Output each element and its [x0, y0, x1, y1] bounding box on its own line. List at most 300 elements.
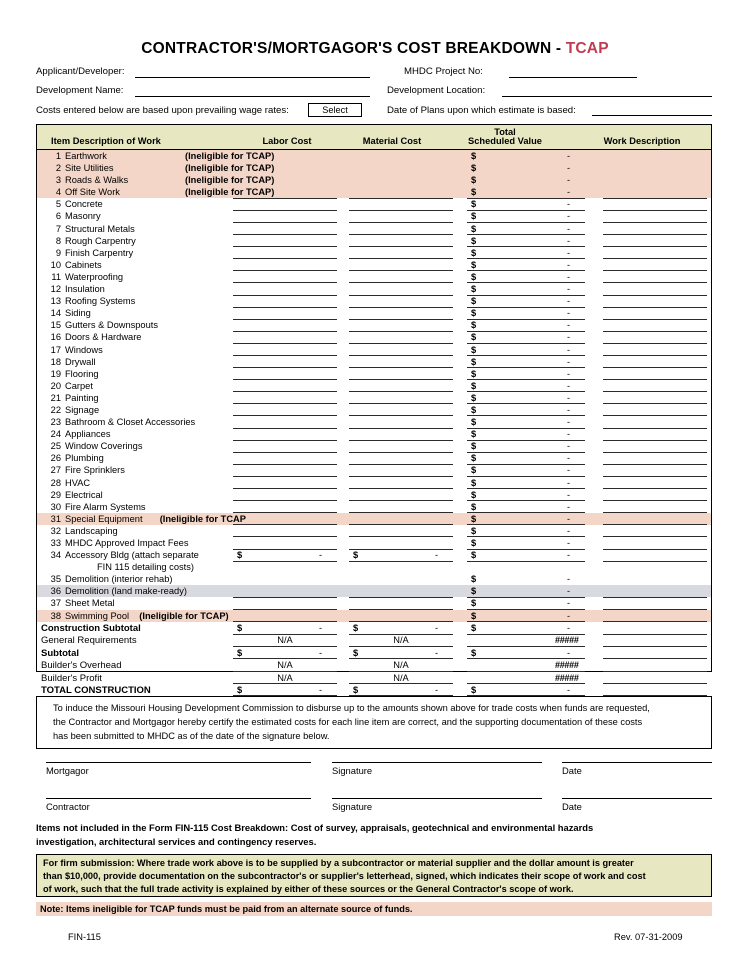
- totals-labor-value: N/A: [277, 672, 293, 683]
- plans-date-input[interactable]: [592, 115, 712, 116]
- row-ineligible-tag: (Ineligible for TCAP): [185, 175, 275, 186]
- total-cell-value: -: [567, 429, 571, 440]
- total-cell-currency: $: [471, 404, 477, 415]
- table-row: [37, 513, 711, 525]
- material-cell[interactable]: [349, 356, 453, 368]
- total-cell-currency: $: [471, 368, 477, 379]
- labor-cell[interactable]: [233, 235, 337, 247]
- total-cell-value: -: [567, 344, 571, 355]
- table-row: [37, 319, 711, 331]
- row-description: Concrete: [65, 199, 103, 210]
- total-cell-value: -: [567, 574, 571, 585]
- labor-cell[interactable]: [233, 259, 337, 271]
- row-number: 30: [50, 501, 61, 512]
- row-description: Earthwork: [65, 151, 107, 161]
- totals-work[interactable]: [603, 647, 707, 659]
- work-description-cell[interactable]: [603, 199, 707, 211]
- total-cell-currency: $: [471, 284, 477, 295]
- totals-work[interactable]: [603, 684, 707, 696]
- table-row: [37, 404, 711, 416]
- work-description-cell[interactable]: [603, 284, 707, 296]
- row-number: 19: [50, 368, 61, 379]
- totals-work[interactable]: [603, 635, 707, 647]
- row-number: 10: [50, 259, 61, 270]
- table-row: [37, 416, 711, 428]
- labor-cell[interactable]: [233, 477, 337, 489]
- row-description: Masonry: [65, 211, 101, 222]
- total-cell-value: -: [567, 247, 571, 258]
- row-number: 6: [55, 211, 61, 222]
- table-row: [37, 573, 711, 585]
- totals-total-value: -: [567, 647, 571, 658]
- row-description: Insulation: [65, 284, 105, 295]
- work-description-cell[interactable]: [603, 598, 707, 610]
- row-description: Flooring: [65, 368, 99, 379]
- total-cell-currency: $: [471, 610, 477, 621]
- total-cell-currency: $: [471, 271, 477, 282]
- select-button[interactable]: Select: [308, 103, 362, 117]
- labor-cell[interactable]: [233, 417, 337, 429]
- row-description: MHDC Approved Impact Fees: [65, 538, 189, 548]
- row-number: 26: [50, 453, 61, 464]
- work-description-cell[interactable]: [603, 356, 707, 368]
- date-line-1[interactable]: [562, 762, 712, 763]
- row-number: 8: [55, 235, 61, 246]
- material-cell[interactable]: [349, 525, 453, 537]
- material-cell[interactable]: [349, 320, 453, 332]
- page-title-accent: TCAP: [565, 40, 609, 57]
- table-row: [37, 174, 711, 186]
- labor-cell[interactable]: [233, 356, 337, 368]
- material-cell[interactable]: [349, 175, 453, 187]
- total-cell-currency: $: [471, 259, 477, 270]
- material-cell[interactable]: [349, 380, 453, 392]
- row-description: Finish Carpentry: [65, 247, 134, 258]
- total-cell-value: -: [567, 163, 571, 174]
- work-description-cell[interactable]: [603, 235, 707, 247]
- work-description-cell[interactable]: [603, 187, 707, 199]
- work-description-cell[interactable]: [603, 151, 707, 163]
- labor-cell[interactable]: [233, 320, 337, 332]
- row-number: 13: [50, 296, 61, 307]
- labor-cell[interactable]: [233, 187, 337, 199]
- row-number: 35: [50, 574, 61, 585]
- work-description-cell[interactable]: [603, 320, 707, 332]
- row-description: Roads & Walks: [65, 175, 129, 186]
- row-description: Site Utilities: [65, 163, 114, 174]
- total-cell-currency: $: [471, 308, 477, 319]
- material-cell[interactable]: [349, 538, 453, 550]
- work-description-cell[interactable]: [603, 417, 707, 429]
- material-cell[interactable]: [349, 284, 453, 296]
- work-description-cell[interactable]: [603, 271, 707, 283]
- row-description: Windows: [65, 344, 103, 355]
- total-cell-currency: $: [471, 489, 477, 500]
- row-description: Carpet: [65, 380, 93, 391]
- row-number: 14: [50, 308, 61, 319]
- material-cell[interactable]: [349, 235, 453, 247]
- work-description-cell[interactable]: [603, 259, 707, 271]
- material-cell[interactable]: [349, 271, 453, 283]
- table-row: [37, 356, 711, 368]
- totals-material-value: -: [435, 647, 439, 658]
- table-row: [37, 537, 711, 549]
- labor-cell[interactable]: [233, 513, 337, 525]
- table-row: [37, 549, 711, 561]
- labor-cell[interactable]: [233, 574, 337, 586]
- row-ineligible-tag: (Ineligible for TCAP): [139, 610, 229, 621]
- totals-total-currency: $: [471, 684, 477, 695]
- exclusions-line-2: investigation, architectural services and contingency reserves.: [36, 836, 317, 847]
- total-cell-currency: $: [471, 151, 477, 161]
- table-body: [37, 150, 711, 622]
- material-cell[interactable]: [349, 465, 453, 477]
- work-description-cell[interactable]: [603, 380, 707, 392]
- row-description: Appliances: [65, 429, 111, 440]
- total-cell-currency: $: [471, 211, 477, 222]
- project-no-label: MHDC Project No:: [404, 66, 483, 77]
- table-row: [37, 198, 711, 210]
- work-description-cell[interactable]: [603, 247, 707, 259]
- labor-cell[interactable]: [233, 392, 337, 404]
- labor-cell-value: -: [319, 550, 323, 561]
- table-row: [37, 452, 711, 464]
- totals-labor-value: -: [319, 647, 323, 658]
- work-description-cell[interactable]: [603, 453, 707, 465]
- totals-work[interactable]: [603, 623, 707, 635]
- page-title: [0, 40, 750, 58]
- material-cell[interactable]: [349, 501, 453, 513]
- totals-row: [37, 684, 711, 696]
- certification-box: [36, 696, 712, 749]
- totals-material-value: N/A: [393, 635, 409, 646]
- labor-cell[interactable]: [233, 598, 337, 610]
- total-cell-currency: $: [471, 453, 477, 464]
- work-description-cell[interactable]: [603, 525, 707, 537]
- total-cell-currency: $: [471, 332, 477, 343]
- work-description-cell[interactable]: [603, 368, 707, 380]
- table-row: [37, 283, 711, 295]
- totals-total-value: -: [567, 623, 571, 633]
- totals-material-value: N/A: [393, 660, 409, 671]
- work-description-cell[interactable]: [603, 489, 707, 501]
- labor-cell[interactable]: [233, 344, 337, 356]
- total-cell-currency: $: [471, 550, 477, 561]
- total-cell-currency: $: [471, 392, 477, 403]
- material-cell-value: -: [435, 550, 439, 561]
- totals-work[interactable]: [603, 672, 707, 684]
- project-no-input[interactable]: [509, 77, 637, 78]
- row-description: FIN 115 detailing costs): [97, 562, 194, 573]
- material-cell[interactable]: [349, 187, 453, 199]
- table-row: [37, 428, 711, 440]
- work-description-cell[interactable]: [603, 477, 707, 489]
- labor-cell[interactable]: [233, 175, 337, 187]
- total-cell-currency: $: [471, 417, 477, 428]
- totals-total-currency: $: [471, 647, 477, 658]
- row-number: 3: [55, 175, 61, 186]
- table-row: [37, 295, 711, 307]
- signature-line-1[interactable]: [332, 762, 542, 763]
- total-cell-currency: $: [471, 199, 477, 210]
- table-row: [37, 561, 711, 573]
- date-line-2[interactable]: [562, 798, 712, 799]
- mortgagor-label: Mortgagor: [46, 765, 89, 776]
- material-cell[interactable]: [349, 477, 453, 489]
- certification-line-1: To induce the Missouri Housing Development Commission to disburse up to the amounts shown above for trade costs when funds are requested,: [53, 703, 650, 713]
- row-description: Bathroom & Closet Accessories: [65, 417, 196, 428]
- row-number: 22: [50, 404, 61, 415]
- work-description-cell[interactable]: [603, 441, 707, 453]
- table-row: [37, 186, 711, 198]
- total-cell-value: -: [567, 598, 571, 609]
- material-cell[interactable]: [349, 429, 453, 441]
- totals-labor-value: N/A: [277, 660, 293, 671]
- signature-line-2[interactable]: [332, 798, 542, 799]
- work-description-cell[interactable]: [603, 211, 707, 223]
- work-description-cell[interactable]: [603, 308, 707, 320]
- row-description: Waterproofing: [65, 271, 124, 282]
- labor-cell[interactable]: [233, 308, 337, 320]
- totals-row: [37, 647, 711, 659]
- totals-row: [37, 672, 711, 684]
- work-description-cell[interactable]: [603, 344, 707, 356]
- labor-cell[interactable]: [233, 284, 337, 296]
- material-cell[interactable]: [349, 332, 453, 344]
- table-row: [37, 380, 711, 392]
- development-name-label: Development Name:: [36, 85, 124, 96]
- labor-cell[interactable]: [233, 610, 337, 622]
- material-cell[interactable]: [349, 308, 453, 320]
- signature-label-1: Signature: [332, 765, 373, 776]
- total-cell-value: -: [567, 199, 571, 210]
- table-header-row: [37, 125, 711, 150]
- total-cell-currency: $: [471, 501, 477, 512]
- firm-line-3: of work, such that the full trade activity is explained by either of these sources or the General Contractor's scope of work.: [43, 884, 574, 894]
- row-number: 37: [50, 598, 61, 609]
- material-cell[interactable]: [349, 211, 453, 223]
- row-number: 21: [50, 392, 61, 403]
- table-row: [37, 307, 711, 319]
- page-title-main: CONTRACTOR'S/MORTGAGOR'S COST BREAKDOWN -: [141, 40, 566, 57]
- material-cell[interactable]: [349, 163, 453, 175]
- material-cell[interactable]: [349, 247, 453, 259]
- total-cell-currency: $: [471, 175, 477, 186]
- material-cell[interactable]: [349, 151, 453, 163]
- material-cell[interactable]: [349, 586, 453, 598]
- labor-cell[interactable]: [233, 525, 337, 537]
- labor-cell[interactable]: [233, 271, 337, 283]
- row-number: 12: [50, 284, 61, 295]
- material-cell[interactable]: [349, 223, 453, 235]
- total-cell-value: -: [567, 356, 571, 367]
- work-description-cell[interactable]: [603, 404, 707, 416]
- work-description-cell[interactable]: [603, 332, 707, 344]
- row-description: Fire Sprinklers: [65, 465, 125, 476]
- labor-cell[interactable]: [233, 429, 337, 441]
- row-number: 34: [50, 550, 61, 561]
- work-description-cell[interactable]: [603, 163, 707, 175]
- work-description-cell[interactable]: [603, 223, 707, 235]
- column-header-material: Material Cost: [362, 136, 422, 146]
- material-cell[interactable]: [349, 368, 453, 380]
- development-location-input[interactable]: [502, 96, 712, 97]
- work-description-cell[interactable]: [603, 550, 707, 562]
- exclusions-line-1: Items not included in the Form FIN-115 Cost Breakdown: Cost of survey, appraisals, geotechnical and environmental hazards: [36, 822, 594, 833]
- row-number: 16: [50, 332, 61, 343]
- labor-cell[interactable]: [233, 538, 337, 550]
- material-cell[interactable]: [349, 489, 453, 501]
- footer-revision: Rev. 07-31-2009: [614, 932, 683, 942]
- total-cell-value: -: [567, 380, 571, 391]
- total-cell-value: -: [567, 404, 571, 415]
- row-description: Electrical: [65, 489, 103, 500]
- total-cell-value: -: [567, 296, 571, 307]
- material-cell[interactable]: [349, 574, 453, 586]
- labor-cell[interactable]: [233, 332, 337, 344]
- row-description: Gutters & Downspouts: [65, 320, 159, 331]
- labor-cell[interactable]: [233, 465, 337, 477]
- labor-cell[interactable]: [233, 404, 337, 416]
- work-description-cell[interactable]: [603, 296, 707, 308]
- total-cell-value: -: [567, 259, 571, 270]
- work-description-cell[interactable]: [603, 392, 707, 404]
- development-name-input[interactable]: [135, 96, 370, 97]
- material-cell[interactable]: [349, 404, 453, 416]
- total-cell-currency: $: [471, 247, 477, 258]
- material-cell[interactable]: [349, 441, 453, 453]
- total-cell-currency: $: [471, 187, 477, 198]
- work-description-cell[interactable]: [603, 586, 707, 598]
- material-cell[interactable]: [349, 344, 453, 356]
- labor-cell[interactable]: [233, 368, 337, 380]
- total-cell-value: -: [567, 392, 571, 403]
- table-row: [37, 344, 711, 356]
- work-description-cell[interactable]: [603, 501, 707, 513]
- totals-row: [37, 622, 711, 634]
- column-header-labor: Labor Cost: [262, 136, 312, 146]
- labor-cell[interactable]: [233, 441, 337, 453]
- totals-total-value: -: [567, 684, 571, 695]
- totals-row: [37, 659, 711, 671]
- total-cell-value: -: [567, 538, 571, 548]
- row-number: 36: [50, 586, 61, 597]
- material-cell[interactable]: [349, 199, 453, 211]
- row-number: 15: [50, 320, 61, 331]
- labor-cell[interactable]: [233, 489, 337, 501]
- material-cell[interactable]: [349, 392, 453, 404]
- row-number: 25: [50, 441, 61, 452]
- row-description: Roofing Systems: [65, 296, 136, 307]
- total-cell-value: -: [567, 223, 571, 234]
- total-cell-currency: $: [471, 525, 477, 536]
- labor-cell[interactable]: [233, 163, 337, 175]
- total-cell-value: -: [567, 284, 571, 295]
- labor-cell[interactable]: [233, 380, 337, 392]
- total-cell-currency: $: [471, 513, 477, 524]
- work-description-cell[interactable]: [603, 465, 707, 477]
- material-cell[interactable]: [349, 513, 453, 525]
- labor-cell[interactable]: [233, 211, 337, 223]
- labor-cell[interactable]: [233, 453, 337, 465]
- row-ineligible-tag: (Ineligible for TCAP): [185, 163, 275, 174]
- row-description: Rough Carpentry: [65, 235, 136, 246]
- totals-label: Builder's Overhead: [41, 660, 122, 672]
- totals-total-currency: $: [471, 623, 477, 633]
- row-description: Demolition (land make-ready): [65, 586, 187, 597]
- material-cell[interactable]: [349, 453, 453, 465]
- total-cell-currency: $: [471, 163, 477, 174]
- labor-cell[interactable]: [233, 586, 337, 598]
- labor-cell[interactable]: [233, 223, 337, 235]
- row-description: Doors & Hardware: [65, 332, 142, 343]
- row-number: 4: [55, 187, 61, 198]
- totals-label: TOTAL CONSTRUCTION: [41, 684, 151, 696]
- tcap-note-bar: [36, 902, 712, 916]
- total-cell-value: -: [567, 187, 571, 198]
- work-description-cell[interactable]: [603, 574, 707, 586]
- material-cell[interactable]: [349, 296, 453, 308]
- labor-cell[interactable]: [233, 247, 337, 259]
- row-description: Landscaping: [65, 525, 118, 536]
- totals-overflow: #####: [555, 660, 579, 671]
- row-ineligible-tag: (Ineligible for TCAP: [159, 513, 246, 524]
- total-cell-currency: $: [471, 320, 477, 331]
- total-cell-currency: $: [471, 441, 477, 452]
- work-description-cell[interactable]: [603, 610, 707, 622]
- total-cell-value: -: [567, 441, 571, 452]
- work-description-cell[interactable]: [603, 513, 707, 525]
- column-header-total-line1: Total: [494, 127, 516, 137]
- table-row: [37, 392, 711, 404]
- table-row: [37, 440, 711, 452]
- material-cell[interactable]: [349, 598, 453, 610]
- total-cell-value: -: [567, 175, 571, 186]
- row-number: 17: [50, 344, 61, 355]
- labor-cell[interactable]: [233, 199, 337, 211]
- labor-cell[interactable]: [233, 296, 337, 308]
- row-number: 23: [50, 417, 61, 428]
- labor-cell[interactable]: [233, 151, 337, 163]
- work-description-cell[interactable]: [603, 538, 707, 550]
- wage-rates-label: Costs entered below are based upon prevailing wage rates:: [36, 105, 289, 116]
- total-cell-value: -: [567, 417, 571, 428]
- row-number: 11: [51, 271, 61, 282]
- mortgagor-signature-line[interactable]: [46, 762, 311, 763]
- totals-labor-value: -: [319, 623, 323, 633]
- total-cell-currency: $: [471, 465, 477, 476]
- row-description: Demolition (interior rehab): [65, 574, 173, 585]
- firm-submission-box: [36, 854, 712, 897]
- material-cell[interactable]: [349, 417, 453, 429]
- total-cell-currency: $: [471, 586, 477, 597]
- applicant-input[interactable]: [135, 77, 370, 78]
- work-description-cell[interactable]: [603, 175, 707, 187]
- totals-work[interactable]: [603, 660, 707, 672]
- work-description-cell[interactable]: [603, 429, 707, 441]
- material-cell[interactable]: [349, 259, 453, 271]
- material-cell[interactable]: [349, 610, 453, 622]
- labor-cell[interactable]: [233, 501, 337, 513]
- totals-material-currency: $: [353, 647, 359, 658]
- total-cell-currency: $: [471, 356, 477, 367]
- table-row: [37, 259, 711, 271]
- development-location-label: Development Location:: [387, 85, 486, 96]
- totals-material-value: -: [435, 684, 439, 695]
- contractor-signature-line[interactable]: [46, 798, 311, 799]
- material-cell-currency: $: [353, 550, 359, 561]
- firm-line-2: than $10,000, provide documentation on the subcontractor's or supplier's letterhead, signed, which indicates their scope of work and cost: [43, 871, 646, 881]
